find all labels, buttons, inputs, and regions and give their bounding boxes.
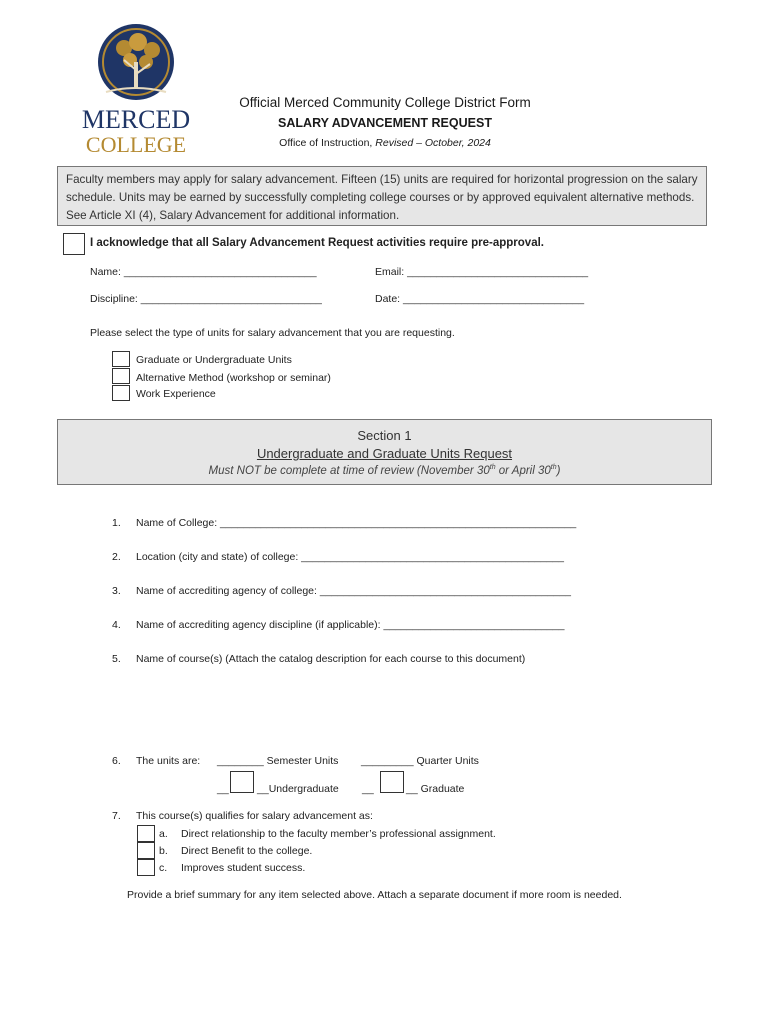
logo-text-college: COLLEGE bbox=[85, 132, 187, 157]
section-title: Undergraduate and Graduate Units Request bbox=[256, 446, 513, 461]
graduate-units-checkbox[interactable] bbox=[112, 351, 130, 367]
unit-type-label: Alternative Method (workshop or seminar) bbox=[136, 372, 331, 384]
unit-type-label: Graduate or Undergraduate Units bbox=[136, 354, 292, 366]
direct-relationship-checkbox[interactable] bbox=[137, 825, 155, 842]
logo-text-merced: MERCED bbox=[81, 105, 191, 134]
graduate-text: Graduate bbox=[420, 783, 465, 795]
email-field[interactable]: Email: _______________________________ bbox=[375, 266, 589, 278]
section-note-sup: th bbox=[489, 464, 496, 471]
section-note-part: ) bbox=[556, 464, 561, 477]
option-text: Direct relationship to the faculty member’s professional assignment. bbox=[181, 828, 496, 840]
section-note-part: Must NOT be complete at time of review (November 30 bbox=[208, 464, 490, 477]
office-line bbox=[200, 137, 570, 149]
undergrad-blank: __ bbox=[217, 783, 229, 795]
undergraduate-label: __Undergraduate bbox=[257, 783, 339, 795]
acknowledge-checkbox[interactable] bbox=[63, 233, 85, 255]
date-field[interactable]: Date: _______________________________ bbox=[375, 293, 585, 305]
undergraduate-checkbox[interactable] bbox=[230, 771, 254, 793]
option-text: Direct Benefit to the college. bbox=[181, 845, 313, 857]
summary-instructions: Provide a brief summary for any item selected above. Attach a separate document if more room is needed. bbox=[127, 889, 622, 901]
grad-blank: __ bbox=[362, 783, 374, 795]
intro-text: Faculty members may apply for salary advancement. Fifteen (15) units are required for horizontal progression on the salary schedule. Units may be earned by successfully completing college courses or by approved equivalent alternative methods. See Article XI (4), Salary Advancement for additional information. bbox=[57, 166, 707, 226]
section-1-header bbox=[57, 419, 712, 485]
item-number: 6. bbox=[112, 755, 121, 767]
section-note-part: or April 30 bbox=[495, 464, 551, 477]
option-letter: a. bbox=[159, 828, 168, 840]
option-text: Improves student success. bbox=[181, 862, 306, 874]
discipline-field[interactable]: Discipline: _______________________________ bbox=[90, 293, 322, 305]
revised-date: Revised – October, 2024 bbox=[375, 137, 491, 149]
student-success-checkbox[interactable] bbox=[137, 859, 155, 876]
unit-type-label: Work Experience bbox=[136, 388, 216, 400]
select-prompt: Please select the type of units for salary advancement that you are requesting. bbox=[90, 327, 455, 339]
item-number: 3. bbox=[112, 585, 121, 597]
graduate-checkbox[interactable] bbox=[380, 771, 404, 793]
alternative-method-checkbox[interactable] bbox=[112, 368, 130, 384]
form-title: SALARY ADVANCEMENT REQUEST bbox=[278, 116, 492, 130]
course-names-label: Name of course(s) (Attach the catalog description for each course to this document) bbox=[136, 653, 526, 665]
college-name-field[interactable]: Name of College: _____________________________________________________________ bbox=[136, 517, 577, 529]
graduate-label: __ Graduate bbox=[406, 783, 465, 795]
accrediting-agency-field[interactable]: Name of accrediting agency of college: ___________________________________________ bbox=[136, 585, 571, 597]
qualifies-label: This course(s) qualifies for salary advancement as: bbox=[136, 810, 373, 822]
acknowledge-label: I acknowledge that all Salary Advancement Request activities require pre-approval. bbox=[90, 237, 544, 249]
option-letter: c. bbox=[159, 862, 168, 874]
item-number: 1. bbox=[112, 517, 121, 529]
section-note-sup: th bbox=[550, 464, 557, 471]
form-district-title: Official Merced Community College District Form bbox=[239, 95, 531, 110]
agency-discipline-field[interactable]: Name of accrediting agency discipline (if applicable): _______________________________ bbox=[136, 619, 565, 631]
office-text: Office of Instruction, bbox=[279, 137, 376, 149]
quarter-units-field[interactable]: _________ Quarter Units bbox=[361, 755, 479, 767]
units-label: The units are: bbox=[136, 755, 201, 767]
section-heading: Section 1 bbox=[357, 428, 412, 443]
item-number: 7. bbox=[112, 810, 121, 822]
semester-units-field[interactable]: ________ Semester Units bbox=[217, 755, 339, 767]
work-experience-checkbox[interactable] bbox=[112, 385, 130, 401]
direct-benefit-checkbox[interactable] bbox=[137, 842, 155, 859]
undergraduate-text: Undergraduate bbox=[268, 783, 339, 795]
option-letter: b. bbox=[159, 845, 168, 857]
item-number: 5. bbox=[112, 653, 121, 665]
name-field[interactable]: Name: _________________________________ bbox=[90, 266, 317, 278]
section-note bbox=[58, 464, 711, 477]
merced-college-logo bbox=[66, 20, 206, 160]
college-location-field[interactable]: Location (city and state) of college: _____________________________________________ bbox=[136, 551, 564, 563]
item-number: 2. bbox=[112, 551, 121, 563]
item-number: 4. bbox=[112, 619, 121, 631]
